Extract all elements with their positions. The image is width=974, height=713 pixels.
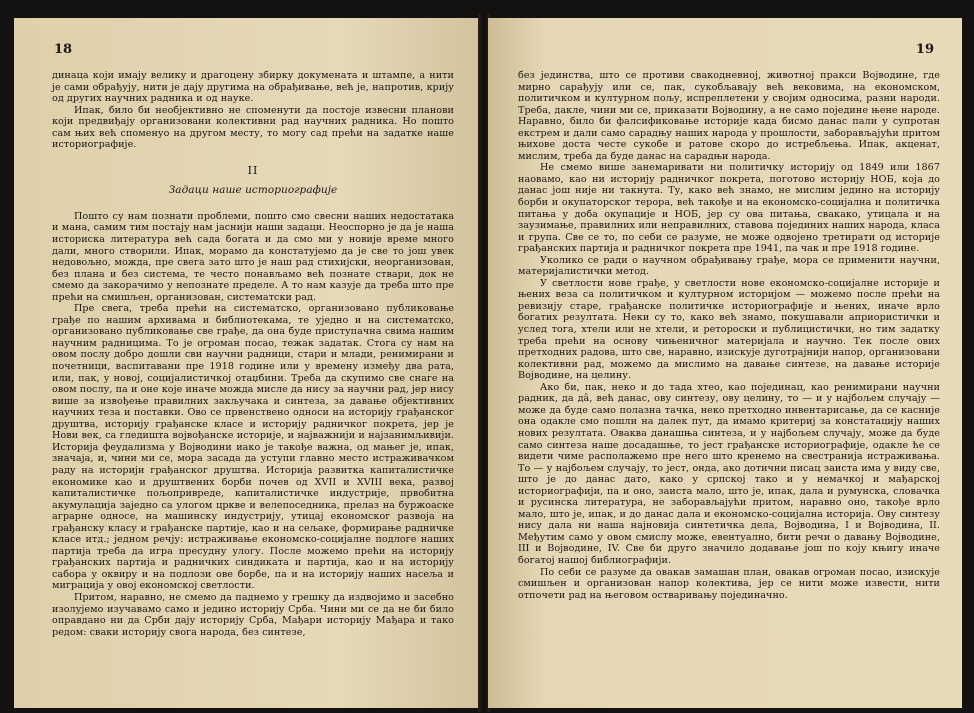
page-number: 18 (54, 42, 73, 57)
section-number: II (247, 163, 259, 177)
paragraph: без јединства, што се противи свакодневној, животној пракси Војводине, где мирно сарађују или се, пак, сукобљавају већ вековима, на економском, политичком и културном пољу, испреплетени у своjим односима, разни народи. Треба, дакле, чини ми се, приказати Војводину, а не само поједине њене народе. Наравно, било би фалсификовање историје када бисмо данас пали у супротан екстрем и дали само сарадњу наших народа у прошлости, заборављајући притом њихове доста честе сукобе и ратове скоро до истребљења. Ипак, акценат, мислим, треба да буде данас на сарадњи народа. (518, 70, 940, 162)
paragraph: Уколико се ради о научном обрађивању грађе, мора се применити научни, материјалистички метод. (518, 254, 940, 278)
page-body (52, 70, 454, 638)
paragraph: По себи се разуме да овакав замашан план, овакав огроман посао, изискује смишљен и организован напор колектива, јер се нити може извести, нити отпочети рад на његовом остваривању појединачно. (518, 566, 940, 601)
paragraph: Притом, наравно, не смемо да паднемо у грешку да издвојимо и засебно изолујемо изучавамо само и једино историју Срба. Чини ми се да не би било оправдано ни да Срби дају историју Срба, Мађари историју Мађара и тако редом: сваки историју свога народа, без синтезе, (52, 591, 454, 638)
paragraph: Пре свега, треба прећи на систематско, организовано публиковање грађе по нашим архивама и библиотекама, те уједно и на систематско, организовано публиковање све грађе, да она буде приступачна свима нашим научним радницима. То је огроман посао, тежак задатак. Стога су нам на овом послу добро дошли сви научни радници, стари и млади, ренимирани и почетници, васпитавани пре 1918 године или у времену између два рата, или, пак, у новој, социјалистичкој отаџбини. Треба да скупимо све снаге на овом послу, па и оне које иначе можда мисле да нису за научни рад, јер нису више за извођење правилних закључака и синтеза, за давање објективних научних теза и поставки. Ово се првенствено односи на историју грађанског друштва, историју грађанске класе и историју радничког покрета, јер је Нови век, са гледишта војвођанске историје, и најважнији и најзанимљивији. Историја феудализма у Војводини иако је такође важна, од мањег је, ипак, значаја, и, чини ми се, мора засада да уступи главно место истраживачком раду на историји грађанског друштва. Историја развитка капиталистичке економике као и друштвених борби почев од XVII и XVIII века, развој капиталистичке пољопривреде, капиталистичке индустрије, првобитна акумулација заједно са улогом цркве и велепоседника, прелаз на буржоаске аграрне односе, на машинску индустрију, утицај економског развоја на грађанску класу и грађанске партије, као и на сељаке, формирање радничке класе итд.; једном речју: истраживање економско-социјалне подлоге наших партија треба да игра пресудну улогу. После можемо прећи на историју грађанских партија и радничких синдиката и партија, као и на историју сабора у оквиру и на подлози ове борбе, па и на историју наших насеља и миграција у овој економској светлости. (52, 303, 454, 592)
paragraph: Пошто су нам познати проблеми, пошто смо свесни наших недостатака и мана, самим тим постају нам јаснији наши задаци. Неоспорно је да је наша историска литература већ сада богата и да смо ми у новије време много дали, много створили. Ипак, морамо да констатујемо да је све то још увек недовољно, можда, пре свега зато што је наш рад стихијски, неорганизован, без плана и без система, те често понављамо већ познате ствари, док не смемо да закорачимо у непознате пределе. А то нам казује да треба што пре прећи на смишљен, организован, систематски рад. (52, 210, 454, 303)
paragraph: У светлости нове грађе, у светлости нове економско-социјалне историје и њених веза са политичком и културном историјом — можемо после прећи на ревизију старе, грађанске политичке историографије и њених, иначе врло богатих резултата. Неки су то, како већ знамо, покушавали априористички и услед тога, хтели или не хтели, и ретороски и публицистички, но тим задатку треба прећи на основу чињеничног материјала и научно. Тек после ових претходних радова, што све, наравно, изискује дуготрајнији напор, организовани колективни рад, можемо да мислимо на давање синтезе, на давање историје Војводине, на целину. (518, 277, 940, 382)
page-number: 19 (915, 42, 934, 57)
paragraph: Ипак, било би необјективно не споменути да постоје извесни планови који предвиђају организовани колективни рад научних радника. Но пошто сам њих већ споменуо на другом месту, то могу сад прећи на задатке наше историографије. (52, 104, 454, 151)
paragraph: Ако би, пак, неко и до тада хтео, као појединац, као ренимирани научни радник, да дâ, већ данас, ову синтезу, ову целину, то — и у најбољем случају — може да буде само полазна тачка, неко претходно инвентарисање, да се касније она одакле смо пошли на далек пут, да имамо критериј за констатацију наших нових резултата. Оваква данашња синтеза, и у најбољем случају, може да буде само синтеза наше досадашње, то јест грађанске историографије, одакле ће се видети чиме располажемо пре него што кренемо на свестранија истраживања. То — у најбољем случају, то јест, онда, ако дотични писац заиста има у виду све, што је до данас дато, како у српској тако и у немачкој и мађарској историографији, па и оно, заиста мало, што је, ипак, дала и румунска, словачка и русинска литература, не заборављајући притом, наравно оно, такође врло мало, што је, ипак, и до данас дала и економско-социјална историја. Ову синтезу нису дала ни наша најновија синтетичка дела, Војводина, I и Војводина, II. Међутим само у овом смислу може, евентуално, бити речи о давању Војводине, III и Војводине, IV. Све би друго значило додавање још по коју књигу иначе богатој нашој библиографији. (518, 381, 940, 566)
section-title: Задаци наше историографије (168, 184, 338, 197)
page-body (518, 70, 940, 601)
left-page (14, 18, 480, 708)
paragraph: Не смемо више занемаривати ни политичку историју од 1849 или 1867 наовамо, као ни историју радничког покрета, поготово историју НОБ, која до данас још није ни такнута. Ту, како већ знамо, не мислим једино на историју борби и окупаторског терора, већ такође и на економско-социјална и политичка питања у доба окупације и НОБ, јер су ова питања, свакако, утицала и на заузимање, правилних или неправилних, ставова појединих наших народа, класа и група. Све се то, по себи се разуме, не може одвојено третирати од историје грађанских партија и радничког покрета пре 1941, па чак и пре 1918 године. (518, 162, 940, 255)
right-page (488, 18, 962, 708)
paragraph: динаца који имају велику и драгоцену збирку докумената и штампе, а нити је сами обрађују, нити је дају другима на обрађивање, већ је, напротив, крију од других научних радника и од науке. (52, 70, 454, 105)
